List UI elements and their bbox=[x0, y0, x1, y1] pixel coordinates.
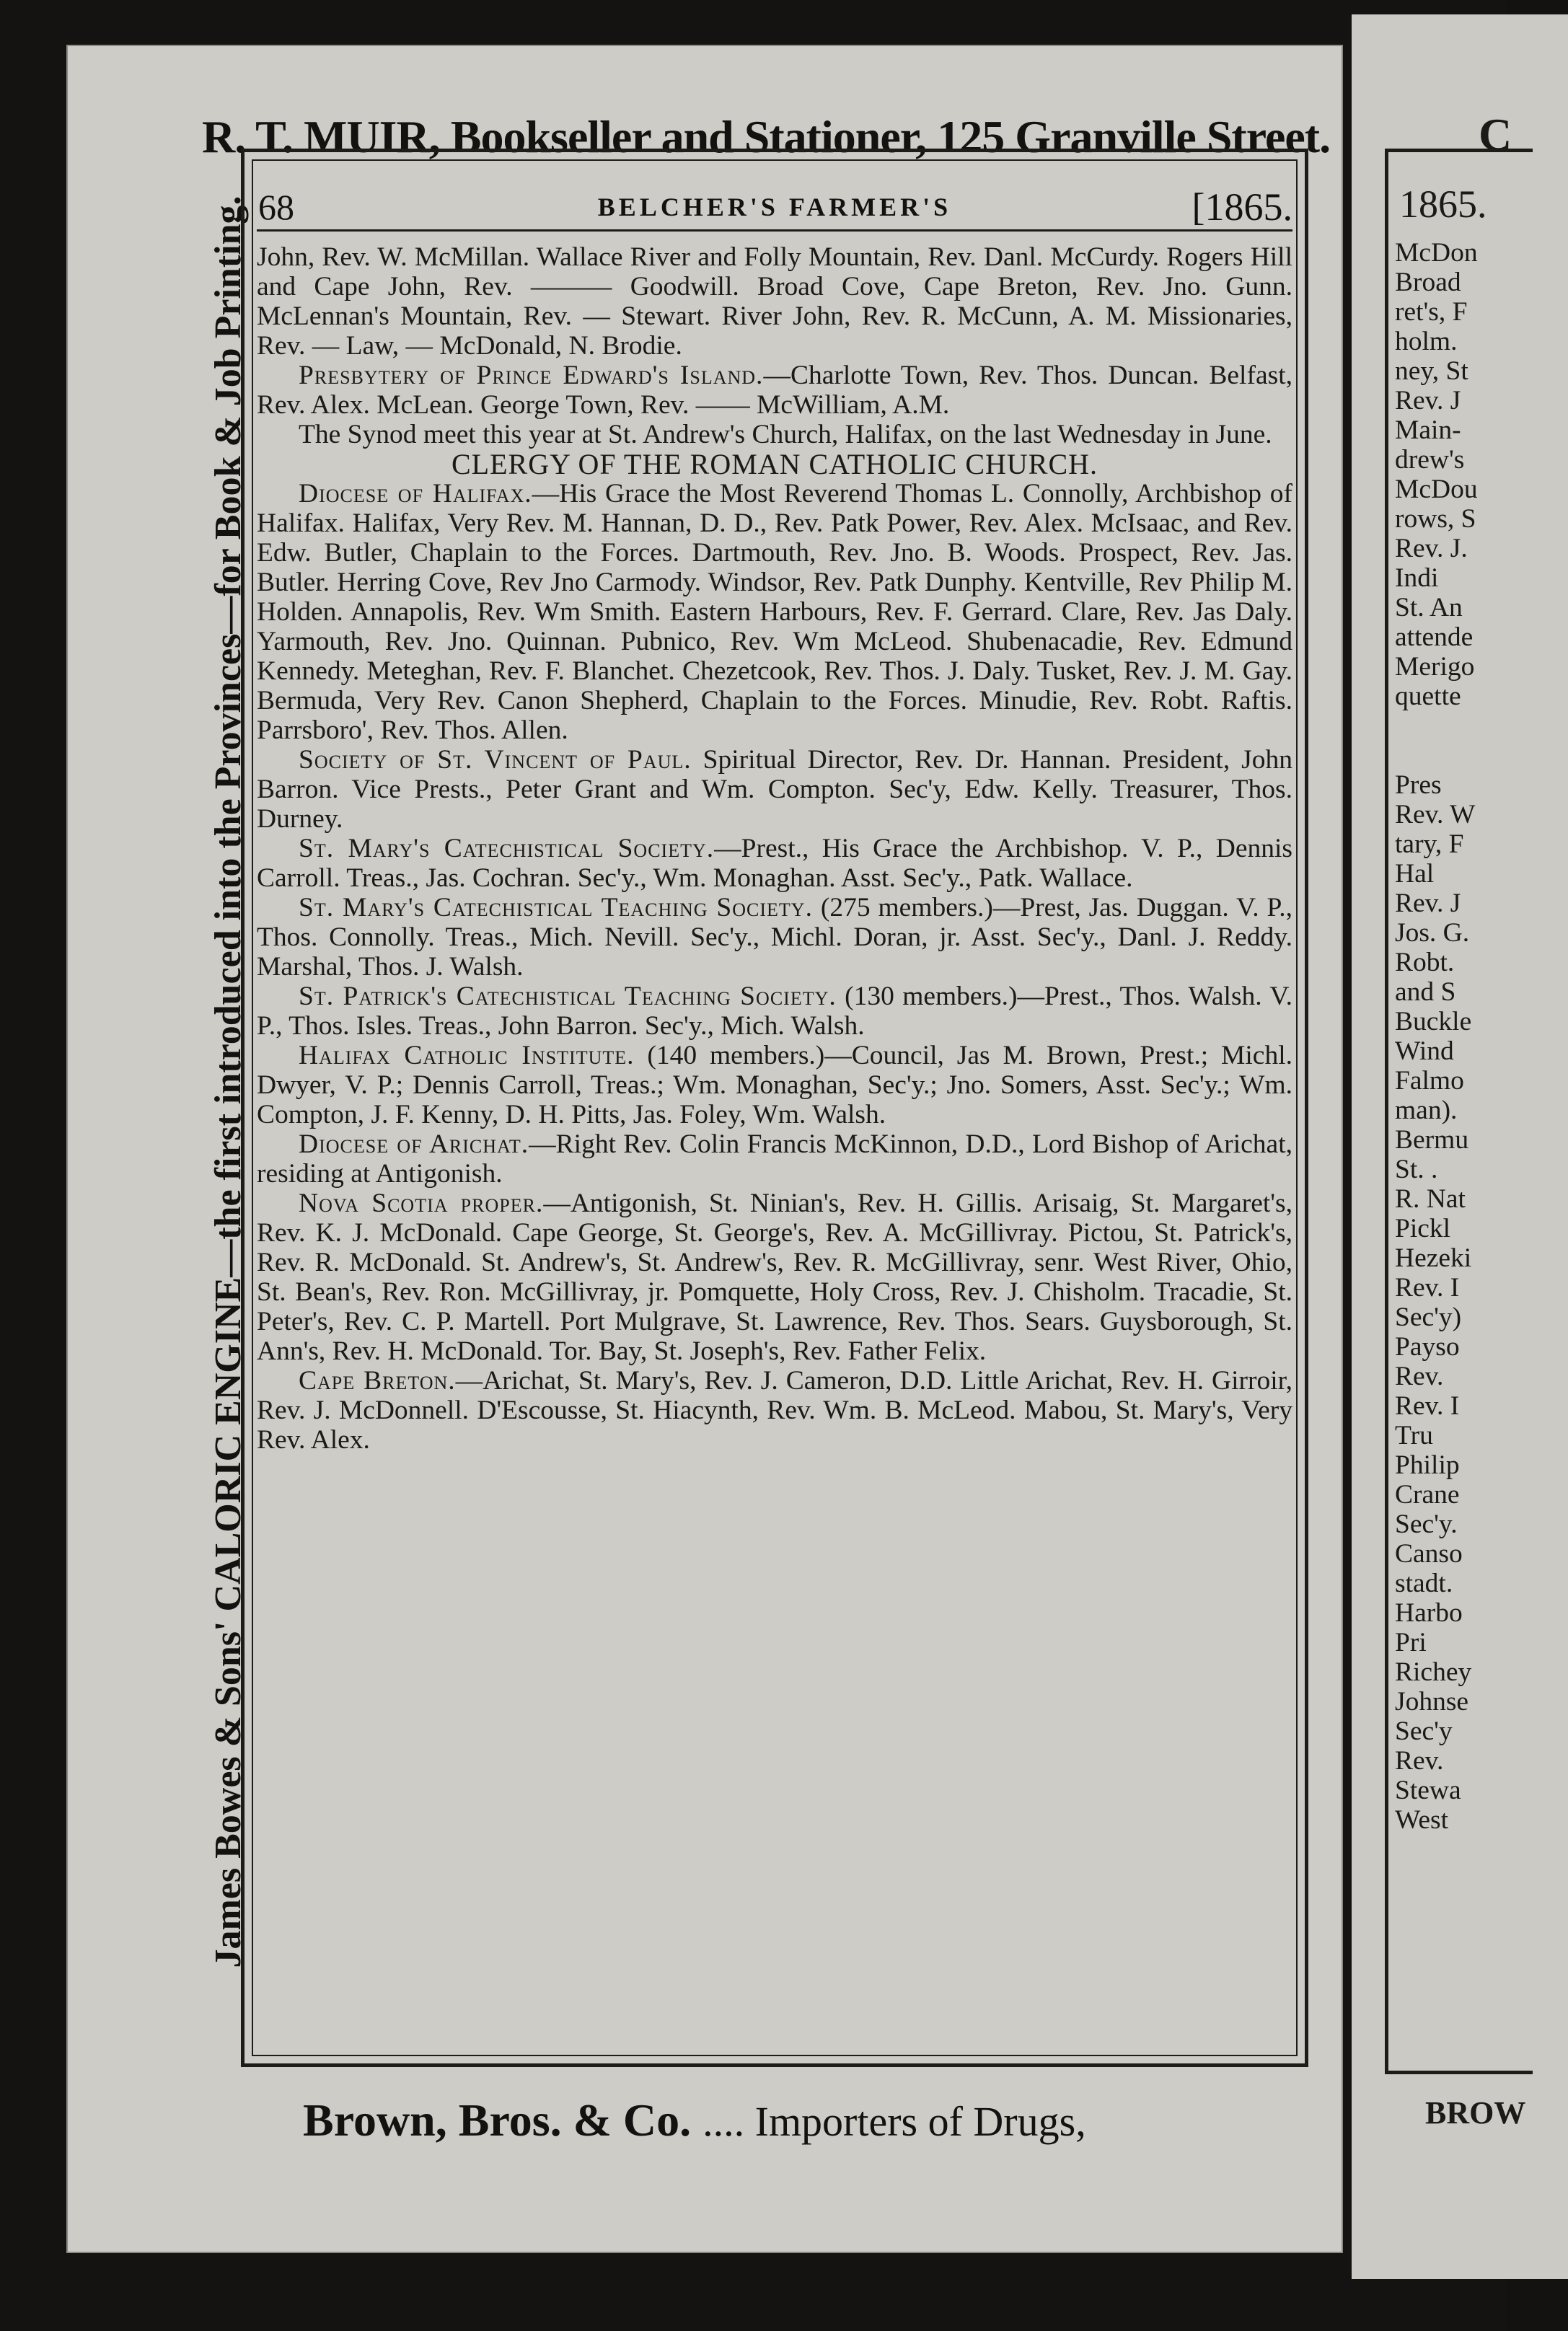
next-page-line: Broad bbox=[1395, 268, 1461, 297]
next-page-line: Rev. I bbox=[1395, 1391, 1460, 1421]
next-page-line: rows, S bbox=[1395, 504, 1476, 534]
running-header bbox=[257, 182, 1292, 232]
next-page-line: ret's, F bbox=[1395, 297, 1468, 327]
next-page-line bbox=[1395, 741, 1506, 770]
paragraph-st-marys-society bbox=[257, 834, 1292, 893]
next-page-line: Johnse bbox=[1395, 1687, 1469, 1717]
next-page-line: St. . bbox=[1395, 1155, 1438, 1184]
next-page-line: ney, St bbox=[1395, 356, 1468, 386]
next-page-line: Harbo bbox=[1395, 1598, 1463, 1628]
next-page-line: McDon bbox=[1395, 238, 1478, 268]
next-page-header: 1865. bbox=[1399, 182, 1487, 226]
next-page-line: Sec'y bbox=[1395, 1717, 1453, 1746]
paragraph-st-patricks-teaching bbox=[257, 982, 1292, 1041]
next-page-line: Rev. J. bbox=[1395, 534, 1468, 563]
paragraph-text: (140 members.)—Council, Jas M. Brown, Prest.; Michl. Dwyer, V. P.; Dennis Carroll, Treas.; Wm. Monaghan, Sec'y.; Jno. Somers, Asst. Sec'y.; Wm. Compton, J. F. Kenny, D. H. Pitts, Jas. Foley, Wm. Walsh. bbox=[257, 1041, 1292, 1129]
next-page-line: Wind bbox=[1395, 1036, 1454, 1066]
top-advertisement: R. T. MUIR, Bookseller and Stationer, 125 Granville Street. bbox=[202, 111, 1331, 162]
next-page-line: stadt. bbox=[1395, 1569, 1453, 1598]
next-page-line bbox=[1395, 711, 1506, 741]
next-page-line: Sec'y. bbox=[1395, 1510, 1458, 1539]
paragraph-diocese-halifax bbox=[257, 479, 1292, 745]
next-page-line: Tru bbox=[1395, 1421, 1433, 1450]
next-page-line: quette bbox=[1395, 682, 1461, 711]
section-lead: Presbytery of Prince Edward's Island. bbox=[299, 361, 764, 390]
next-page-line: Main- bbox=[1395, 415, 1461, 445]
bottom-advertisement-name: Brown, Bros. & Co. bbox=[303, 2094, 692, 2146]
paragraph-catholic-institute bbox=[257, 1041, 1292, 1129]
next-page-line: Rev. J bbox=[1395, 889, 1461, 918]
paragraph-st-vincent bbox=[257, 745, 1292, 834]
next-page-line: Rev. bbox=[1395, 1746, 1444, 1776]
section-lead: Diocese of Halifax. bbox=[299, 479, 532, 508]
next-page-bottom-fragment: BROW bbox=[1425, 2095, 1526, 2130]
section-heading: CLERGY OF THE ROMAN CATHOLIC CHURCH. bbox=[451, 448, 1098, 480]
next-page-line: Crane bbox=[1395, 1480, 1460, 1510]
next-page-column bbox=[1395, 238, 1506, 1835]
next-page-line: Buckle bbox=[1395, 1007, 1472, 1036]
next-page-line: Pres bbox=[1395, 770, 1442, 800]
next-page-line: Pickl bbox=[1395, 1214, 1451, 1243]
next-page-line: Robt. bbox=[1395, 948, 1455, 977]
next-page-line: Sec'y) bbox=[1395, 1303, 1462, 1332]
next-page-line: Bermu bbox=[1395, 1125, 1469, 1155]
next-page-line: Stewa bbox=[1395, 1776, 1461, 1805]
bottom-advertisement bbox=[303, 2092, 1284, 2149]
section-lead: St. Mary's Catechistical Teaching Society. bbox=[299, 893, 813, 922]
section-lead: Nova Scotia proper. bbox=[299, 1189, 544, 1218]
next-page-line: Jos. G. bbox=[1395, 918, 1470, 948]
paragraph-nova-scotia bbox=[257, 1189, 1292, 1366]
next-page-line: Rev. bbox=[1395, 1362, 1444, 1391]
next-page-line: Merigo bbox=[1395, 652, 1475, 682]
section-lead: St. Patrick's Catechistical Teaching Society. bbox=[299, 982, 837, 1011]
paragraph-pei-presbytery bbox=[257, 361, 1292, 420]
paragraph-presbytery-list: John, Rev. W. McMillan. Wallace River and Folly Mountain, Rev. Danl. McCurdy. Rogers Hill and Cape John, Rev. ——— Goodwill. Broad Cove, Cape Breton, Rev. Jno. Gunn. McLennan's Mountain, Rev. — Stewart. River John, Rev. R. McCunn, A. M. Missionaries, Rev. — Law, — McDonald, N. Brodie. bbox=[257, 242, 1292, 361]
paragraph-text: (275 members.)—Prest, Jas. Duggan. V. P., Thos. Connolly. Treas., Mich. Nevill. Sec'y., Michl. Doran, jr. Asst. Sec'y., Danl. J. Reddy. Marshal, Thos. J. Walsh. bbox=[257, 893, 1292, 982]
next-page-line: Hezeki bbox=[1395, 1243, 1472, 1273]
paragraph-text: —Arichat, St. Mary's, Rev. J. Cameron, D.D. Little Arichat, Rev. H. Girroir, Rev. J. McDonnell. D'Escousse, St. Hiacynth, Rev. Wm. B. McLeod. Mabou, St. Mary's, Very Rev. Alex. bbox=[257, 1366, 1292, 1455]
next-page-line: R. Nat bbox=[1395, 1184, 1466, 1214]
next-page-line: McDou bbox=[1395, 475, 1478, 504]
side-advertisement: James Bowes & Sons' CALORIC ENGINE—the first introduced into the Provinces—for Book & Job Printing. bbox=[208, 195, 249, 1968]
next-page-line: man). bbox=[1395, 1096, 1458, 1125]
next-page-line: Rev. W bbox=[1395, 800, 1476, 829]
page-number: 68 bbox=[258, 187, 294, 227]
page-body bbox=[257, 242, 1292, 1455]
paragraph-text: Spiritual Director, Rev. Dr. Hannan. President, John Barron. Vice Prests., Peter Grant and Wm. Compton. Sec'y, Edw. Kelly. Treasurer, Thos. Durney. bbox=[257, 745, 1292, 834]
next-page-line: St. An bbox=[1395, 593, 1463, 622]
next-page-line: holm. bbox=[1395, 327, 1458, 356]
next-page-line: tary, F bbox=[1395, 829, 1464, 859]
next-page-line: Falmo bbox=[1395, 1066, 1464, 1096]
paragraph-text: —Prest., His Grace the Archbishop. V. P., Dennis Carroll. Treas., Jas. Cochran. Sec'y., Wm. Monaghan. Asst. Sec'y., Patk. Wallace. bbox=[257, 834, 1292, 893]
paragraph-diocese-arichat bbox=[257, 1129, 1292, 1189]
running-title: BELCHER'S FARMER'S bbox=[597, 193, 952, 221]
next-page-line: Philip bbox=[1395, 1450, 1460, 1480]
section-lead: Society of St. Vincent of Paul. bbox=[299, 745, 692, 775]
paragraph-st-marys-teaching bbox=[257, 893, 1292, 982]
running-year: [1865. bbox=[1192, 185, 1292, 229]
paragraph-text: —Antigonish, St. Ninian's, Rev. H. Gillis. Arisaig, St. Margaret's, Rev. K. J. McDonald. Cape George, St. George's, Rev. A. McGillivray. Pictou, St. Patrick's, Rev. R. McDonald. St. Andrew's, St. Andrew's, Rev. R. McGillivray, senr. West River, Ohio, St. Bean's, Rev. Ron. McGillivray, jr. Pomquette, Holy Cross, Rev. J. Chisholm. Tracadie, St. Peter's, Rev. C. P. Martell. Port Mulgrave, St. Lawrence, Rev. Thos. Sears. Guysborough, St. Ann's, Rev. H. McDonald. Tor. Bay, St. Joseph's, Rev. Father Felix. bbox=[257, 1189, 1292, 1366]
section-lead: Diocese of Arichat. bbox=[299, 1129, 529, 1159]
next-page-line: Rev. J bbox=[1395, 386, 1461, 415]
section-lead: Cape Breton. bbox=[299, 1366, 456, 1396]
next-page-line: Canso bbox=[1395, 1539, 1463, 1569]
next-page-line: Richey bbox=[1395, 1657, 1472, 1687]
next-page-line: Hal bbox=[1395, 859, 1435, 889]
paragraph-cape-breton bbox=[257, 1366, 1292, 1455]
next-page-top-fragment: C bbox=[1479, 109, 1512, 160]
paragraph-text: (130 members.)—Prest., Thos. Walsh. V. P., Thos. Isles. Treas., John Barron. Sec'y., Mich. Walsh. bbox=[257, 982, 1292, 1041]
next-page-line: Pri bbox=[1395, 1628, 1427, 1657]
section-lead: Halifax Catholic Institute. bbox=[299, 1041, 635, 1070]
paragraph-text: —Right Rev. Colin Francis McKinnon, D.D., Lord Bishop of Arichat, residing at Antigonish. bbox=[257, 1129, 1292, 1189]
next-page-line: Rev. I bbox=[1395, 1273, 1460, 1303]
section-lead: St. Mary's Catechistical Society. bbox=[299, 834, 715, 863]
next-page-line: attende bbox=[1395, 622, 1474, 652]
paragraph-text: —Charlotte Town, Rev. Thos. Duncan. Belfast, Rev. Alex. McLean. George Town, Rev. —— McWilliam, A.M. bbox=[257, 361, 1292, 420]
next-page-line: Indi bbox=[1395, 563, 1439, 593]
paragraph-synod: The Synod meet this year at St. Andrew's Church, Halifax, on the last Wednesday in June. bbox=[299, 420, 1272, 449]
next-page-line: drew's bbox=[1395, 445, 1465, 475]
next-page-line: Payso bbox=[1395, 1332, 1460, 1362]
bottom-advertisement-tail: .... Importers of Drugs, bbox=[702, 2098, 1086, 2145]
paragraph-text: —His Grace the Most Reverend Thomas L. Connolly, Archbishop of Halifax. Halifax, Very Rev. M. Hannan, D. D., Rev. Patk Power, Rev. Alex. McIsaac, and Rev. Edw. Butler, Chaplain to the Forces. Dartmouth, Rev. Jno. B. Woods. Prospect, Rev. Jas. Butler. Herring Cove, Rev Jno Carmody. Windsor, Rev. Patk Dunphy. Kentville, Rev Philip M. Holden. Annapolis, Rev. Wm Smith. Eastern Harbours, Rev. F. Gerrard. Clare, Rev. Jas Daly. Yarmouth, Rev. Jno. Quinnan. Pubnico, Rev. Wm McLeod. Shubenacadie, Rev. Edmund Kennedy. Meteghan, Rev. F. Blanchet. Chezetcook, Rev. Thos. J. Daly. Tusket, Rev. J. M. Gay. Bermuda, Very Rev. Canon Shepherd, Chaplain to the Forces. Minudie, Rev. Robt. Raftis. Parrsboro', Rev. Thos. Allen. bbox=[257, 479, 1292, 745]
next-page-line: West bbox=[1395, 1805, 1449, 1835]
header-rule bbox=[257, 229, 1292, 232]
next-page-line: and S bbox=[1395, 977, 1456, 1007]
